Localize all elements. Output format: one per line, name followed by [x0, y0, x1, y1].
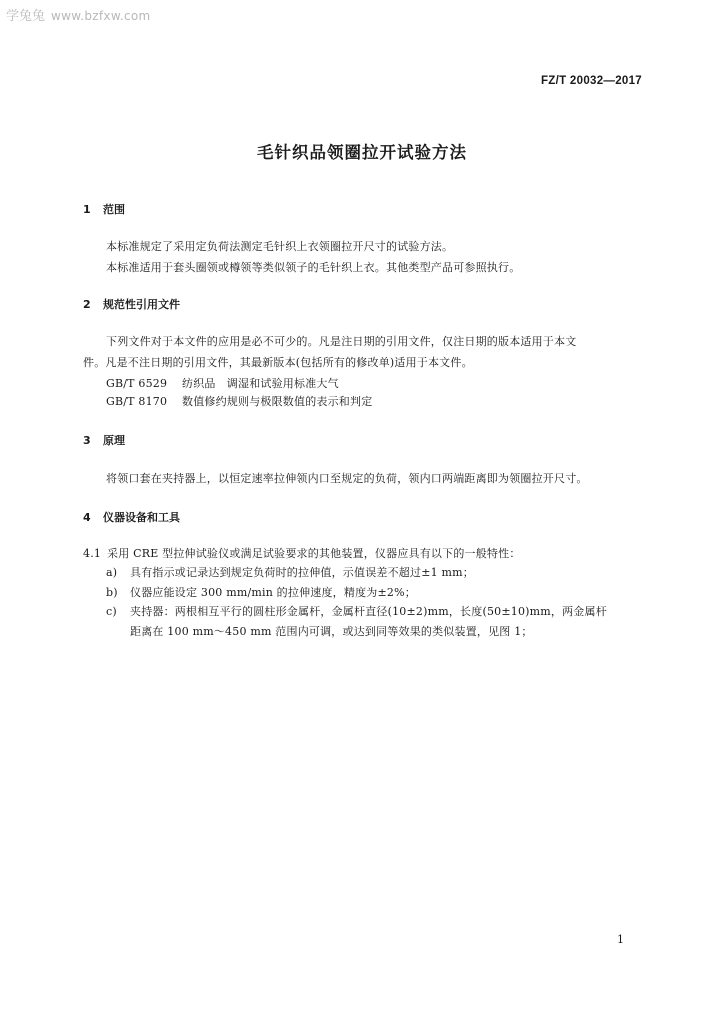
standard-code: FZ/T 20032—2017 [540, 75, 642, 87]
paragraph-line: 将领口套在夹持器上，以恒定速率拉伸领内口至规定的负荷，领内口两端距离即为领圈拉开尺寸。 [106, 472, 588, 485]
item-label: a) [106, 566, 118, 579]
list-item [106, 584, 416, 600]
paragraph-line: 本标准适用于套头圈领或樽领等类似领子的毛针织上衣。其他类型产品可参照执行。 [106, 261, 521, 274]
page-number: 1 [617, 933, 624, 946]
item-text: 具有指示或记录达到规定负荷时的拉伸值，示值误差不超过±1 mm； [130, 566, 474, 579]
watermark-brand: 学兔兔 [6, 9, 46, 24]
item-label: c) [106, 605, 117, 618]
paragraph-line: 下列文件对于本文件的应用是必不可少的。凡是注日期的引用文件，仅注日期的版本适用于本文 [106, 335, 577, 348]
watermark-url: www.bzfxw.com [51, 9, 151, 23]
reference-title: 纺织品 调湿和试验用标准大气 [182, 377, 339, 390]
section-title: 原理 [103, 434, 125, 447]
watermark [6, 5, 150, 24]
normative-reference [106, 375, 339, 391]
list-item [106, 564, 474, 580]
paragraph-line: 件。凡是不注日期的引用文件，其最新版本(包括所有的修改单)适用于本文件。 [83, 356, 473, 369]
section-4-heading [83, 509, 180, 525]
reference-code: GB/T 6529 [106, 377, 168, 390]
document-title: 毛针织品领圈拉开试验方法 [257, 143, 467, 162]
item-label: b) [106, 586, 118, 599]
paragraph-line: 本标准规定了采用定负荷法测定毛针织上衣领圈拉开尺寸的试验方法。 [106, 240, 454, 253]
list-item-continuation: 距离在 100 mm～450 mm 范围内可调，或达到同等效果的类似装置，见图 1； [130, 625, 533, 638]
section-number: 4 [83, 511, 91, 524]
section-number: 2 [83, 298, 91, 311]
reference-code: GB/T 8170 [106, 395, 168, 408]
section-number: 3 [83, 434, 91, 447]
clause-4-1 [83, 545, 521, 561]
section-title: 规范性引用文件 [103, 298, 180, 311]
clause-text: 采用 CRE 型拉伸试验仪或满足试验要求的其他装置，仪器应具有以下的一般特性： [107, 547, 521, 560]
section-1-heading [83, 201, 125, 217]
section-title: 范围 [103, 203, 125, 216]
section-2-heading [83, 296, 180, 312]
clause-number: 4.1 [83, 547, 102, 560]
section-title: 仪器设备和工具 [103, 511, 180, 524]
section-number: 1 [83, 203, 91, 216]
section-3-heading [83, 432, 125, 448]
normative-reference [106, 393, 372, 409]
list-item [106, 603, 607, 619]
item-text: 仪器应能设定 300 mm/min 的拉伸速度，精度为±2%； [130, 586, 416, 599]
item-text: 夹持器：两根相互平行的圆柱形金属杆，金属杆直径(10±2)mm，长度(50±10)mm，两金属杆 [130, 605, 607, 618]
reference-title: 数值修约规则与极限数值的表示和判定 [182, 395, 373, 408]
